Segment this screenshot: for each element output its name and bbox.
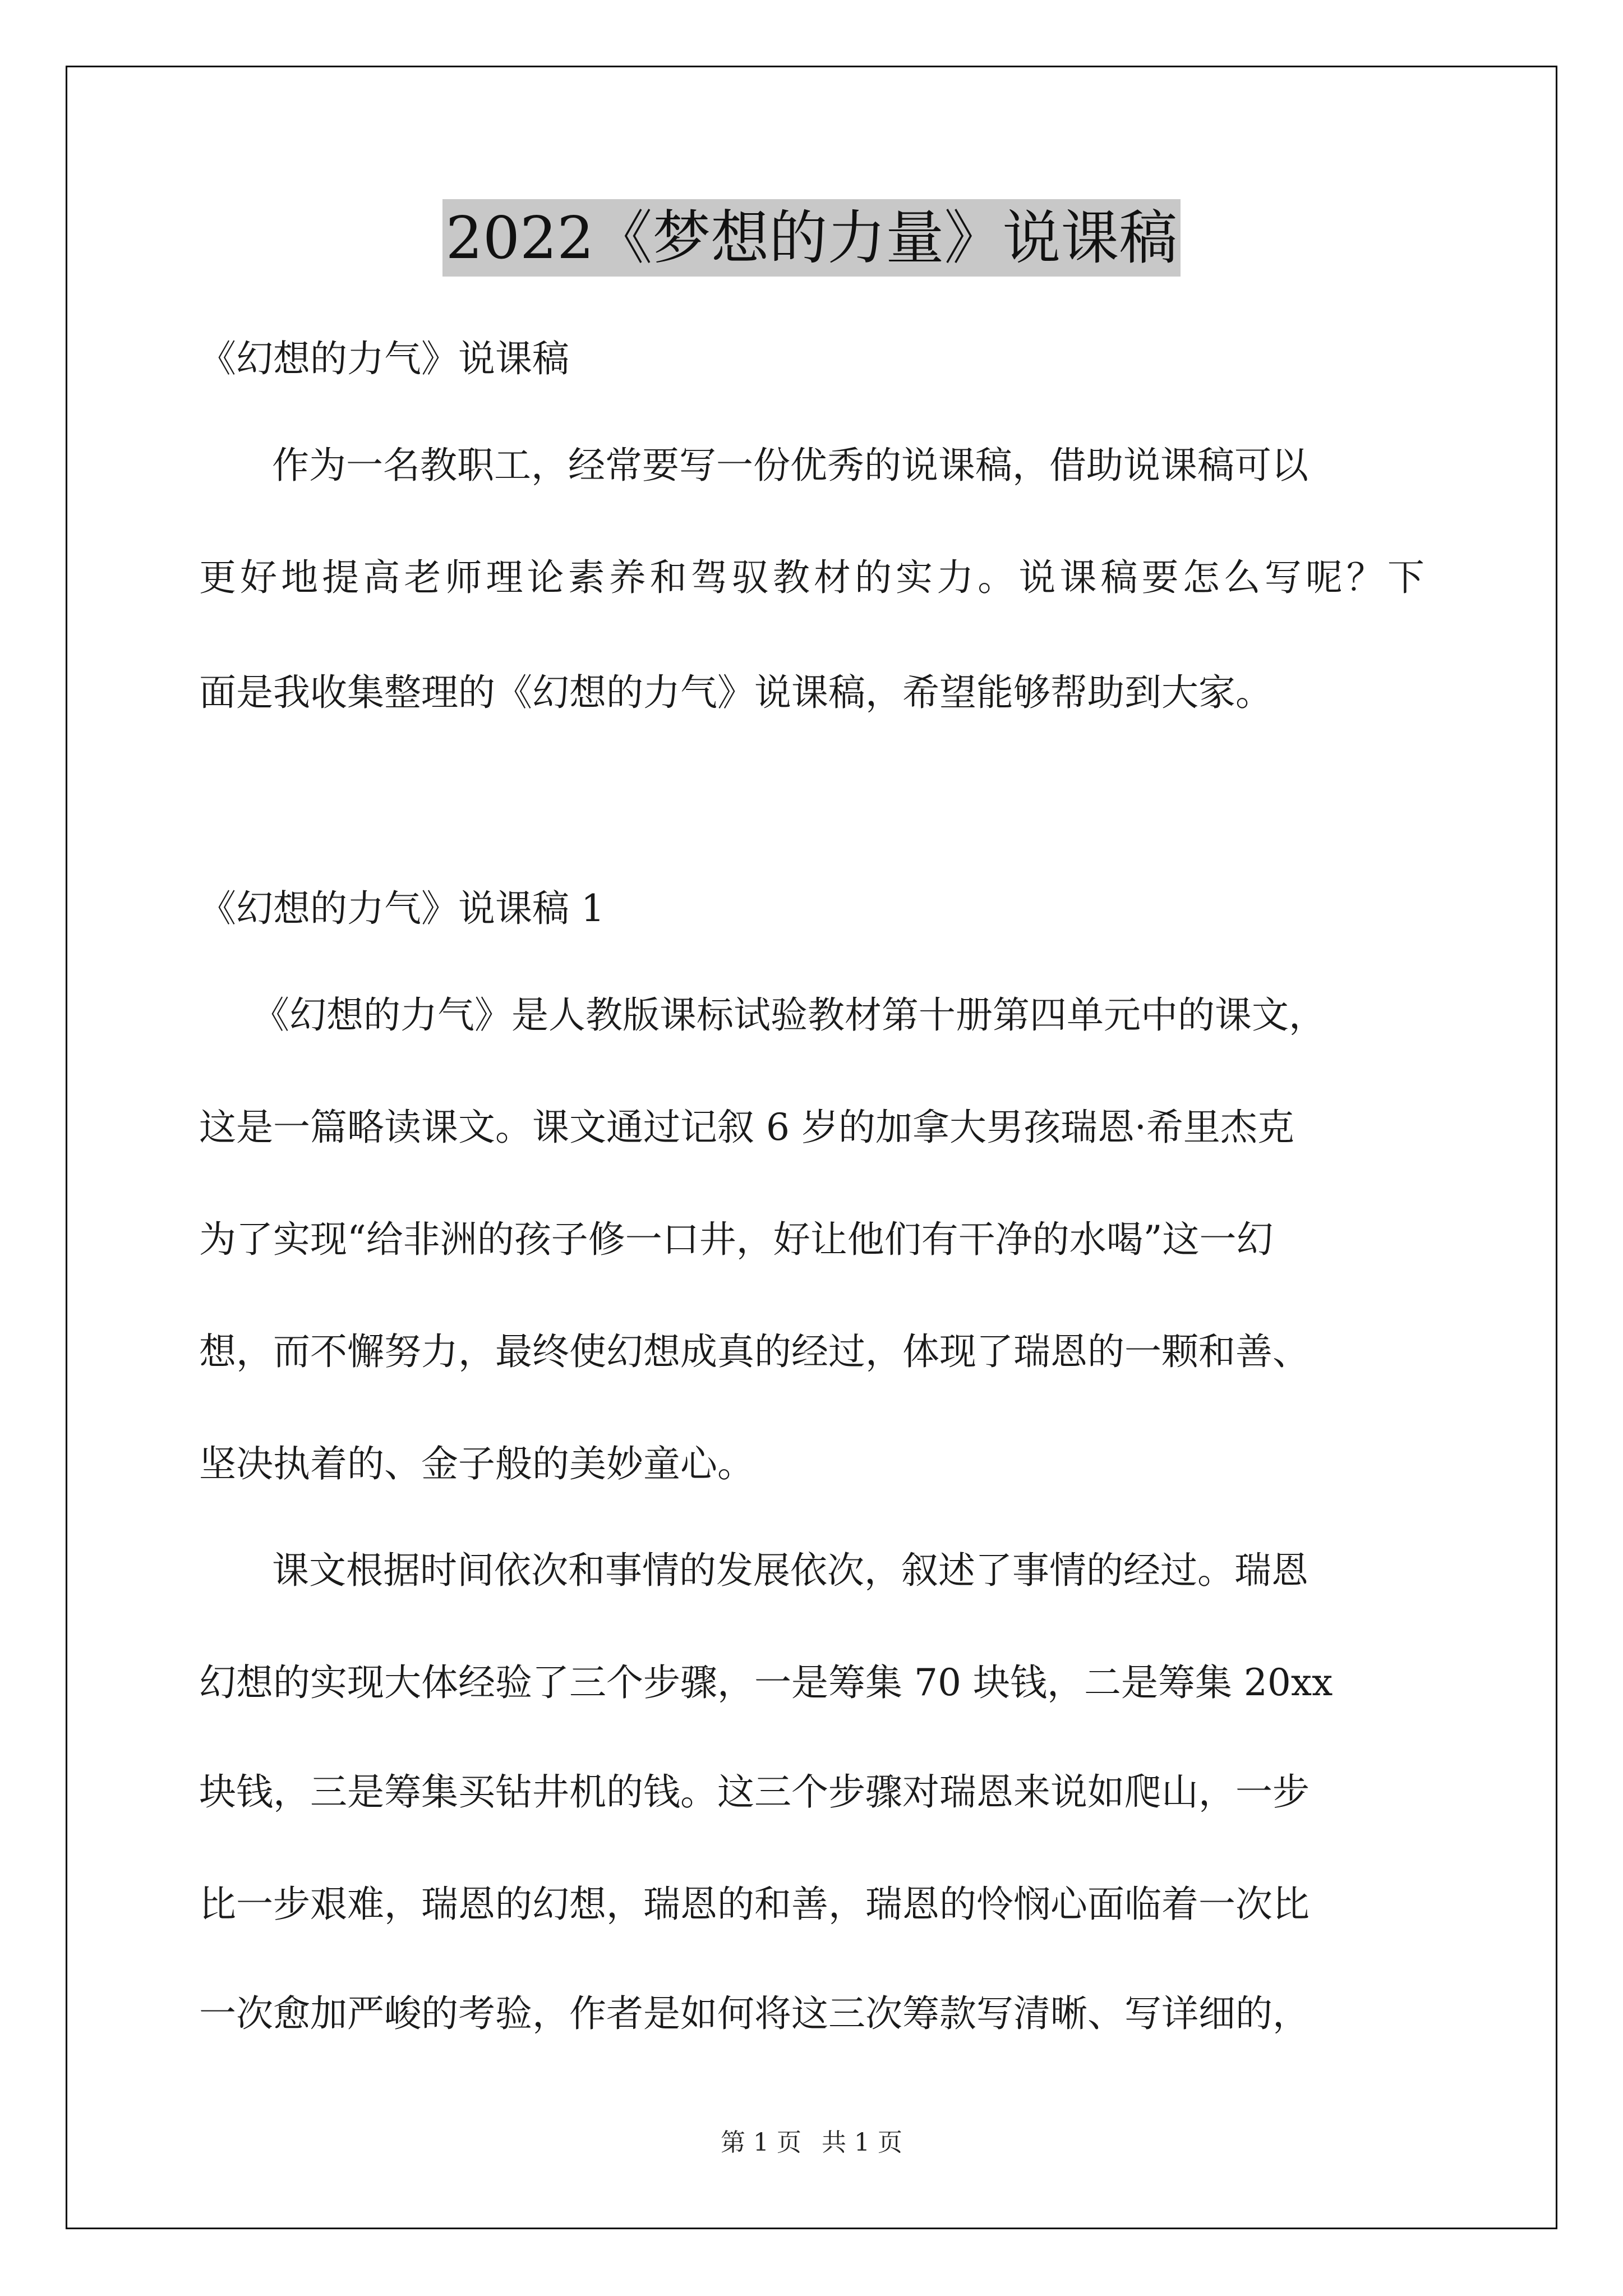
body-paragraph-line: 课文根据时间依次和事情的发展依次，叙述了事情的经过。瑞恩	[272, 1549, 1308, 1592]
intro-paragraph-line: 面是我收集整理的《幻想的力气》说课稿，希望能够帮助到大家。	[199, 671, 1272, 714]
intro-paragraph-line: 更好地提高老师理论素养和驾驭教材的实力。说课稿要怎么写呢？下	[199, 556, 1424, 599]
page-footer	[0, 2126, 1623, 2160]
body-paragraph-line: 《幻想的力气》是人教版课标试验教材第十册第四单元中的课文，	[252, 993, 1326, 1037]
body-paragraph-line: 坚决执着的、金子般的美妙童心。	[199, 1442, 754, 1485]
body-paragraph-line: 块钱，三是筹集买钻井机的钱。这三个步骤对瑞恩来说如爬山，一步	[199, 1770, 1310, 1814]
body-paragraph-line: 想，而不懈努力，最终使幻想成真的经过，体现了瑞恩的一颗和善、	[199, 1330, 1310, 1373]
title-container	[0, 199, 1623, 277]
body-paragraph-line: 比一步艰难，瑞恩的幻想，瑞恩的和善，瑞恩的怜悯心面临着一次比	[199, 1883, 1310, 1926]
body-paragraph-line: 这是一篇略读课文。课文通过记叙 6 岁的加拿大男孩瑞恩·希里杰克	[199, 1106, 1294, 1149]
body-paragraph-line: 一次愈加严峻的考验，作者是如何将这三次筹款写清晰、写详细的，	[199, 1992, 1310, 2035]
section-heading: 《幻想的力气》说课稿 1	[199, 887, 605, 930]
document-title: 2022《梦想的力量》说课稿	[442, 199, 1181, 277]
page-number: 第 1 页	[721, 2128, 801, 2157]
page-total: 共 1 页	[822, 2128, 902, 2157]
intro-paragraph-line: 作为一名教职工，经常要写一份优秀的说课稿，借助说课稿可以	[272, 444, 1308, 487]
body-paragraph-line: 为了实现“给非洲的孩子修一口井，好让他们有干净的水喝”这一幻	[199, 1218, 1274, 1261]
body-paragraph-line: 幻想的实现大体经验了三个步骤，一是筹集 70 块钱，二是筹集 20xx	[199, 1661, 1333, 1704]
subtitle-heading: 《幻想的力气》说课稿	[199, 337, 569, 380]
